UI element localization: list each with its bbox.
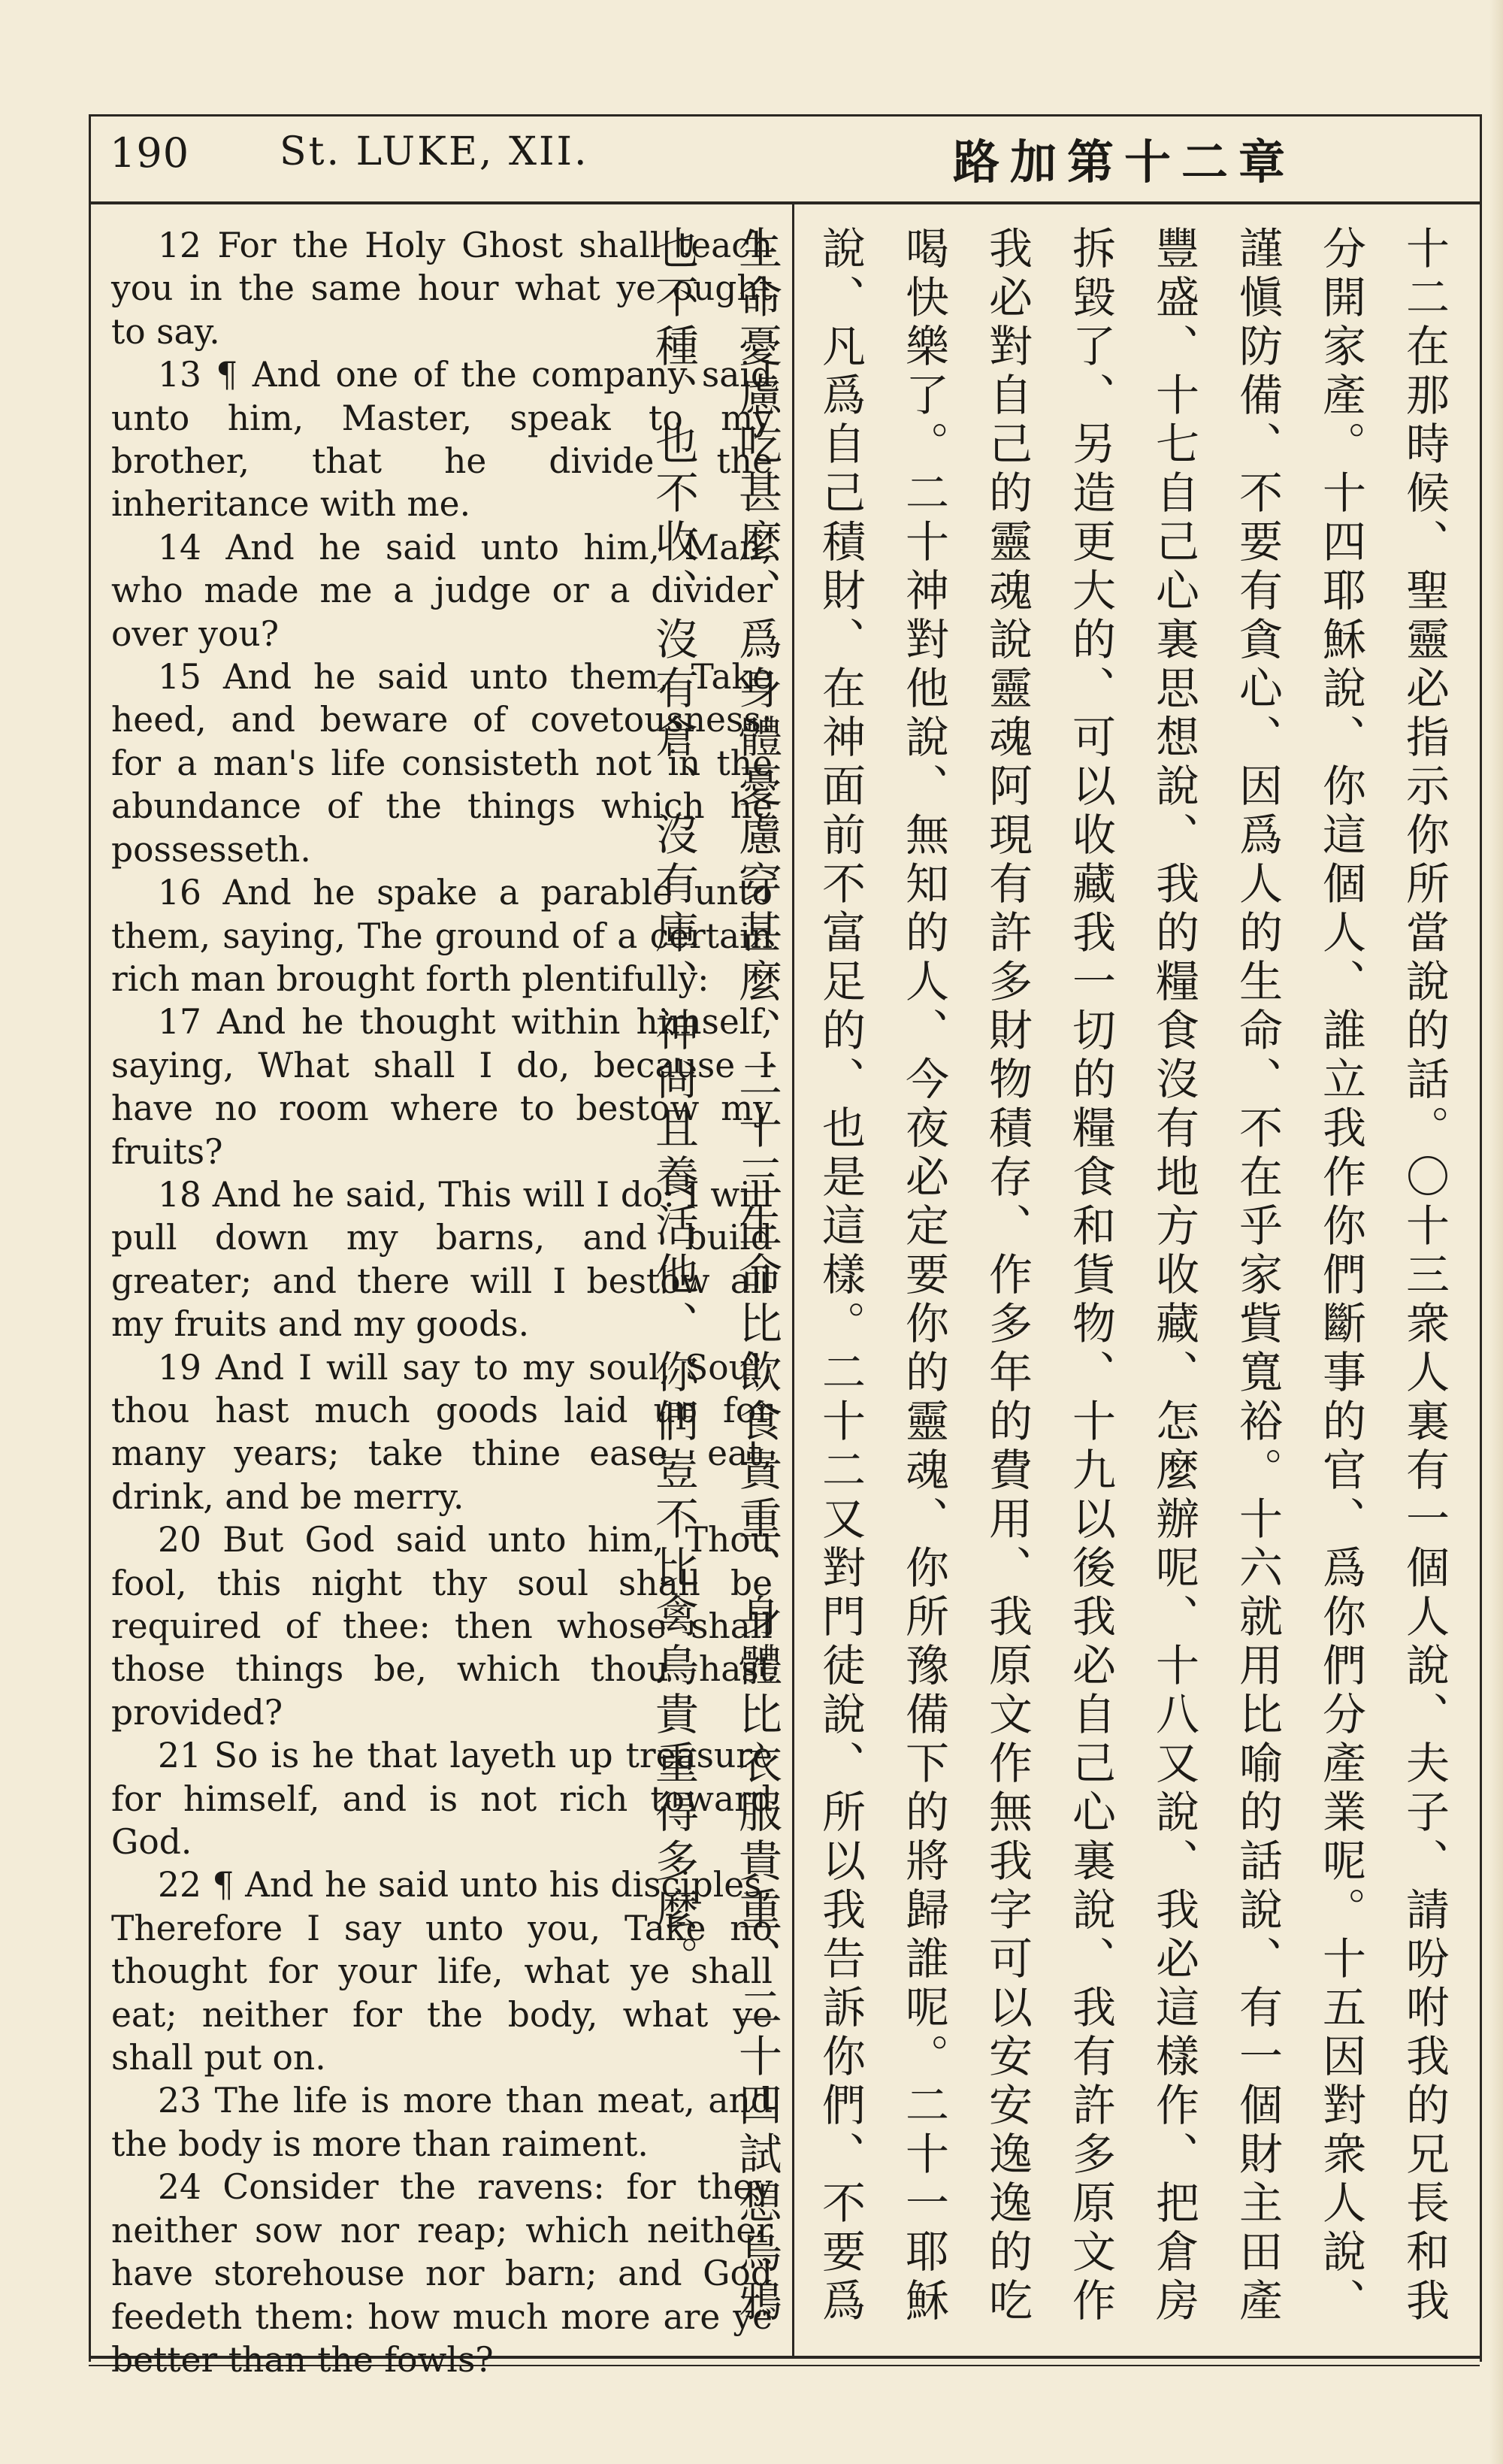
chinese-column [648,226,1465,2338]
chinese-text: 十二在那時候、聖靈必指示你所當說的話。〇十三衆人裏有一個人說、夫子、請吩咐我的兄長和我分開家產。十四耶穌說、你這個人、誰立我作你們斷事的官、爲你們分產業呢。十五因對衆人說、謹愼防備、不要有貪心、因爲人的生命、不在乎家貲寬裕。十六就用比喻的話說、有一個財主田產豐盛、十七自己心裏思想說、我的糧食沒有地方收藏、怎麼辦呢、十八又說、我必這樣作、把倉房拆毀了、另造更大的、可以收藏我一切的糧食和貨物、十九以後我必自己心裏說、我有許多原文作我必對自己的靈魂說靈魂阿現有許多財物積存、作多年的費用、我原文作無我字可以安安逸逸的吃喝快樂了。二十神對他說、無知的人、今夜必定要你的靈魂、你所豫備下的將歸誰呢。二十一耶穌說、凡爲自己積財、在神面前不富足的、也是這樣。二十二又對門徒說、所以我告訴你們、不要爲生命憂慮吃甚麼、爲身體憂慮穿甚麼、二十三生命比飲食貴重、身體比衣服貴重、二十四試想烏鴉也不種、也不收、沒有倉、沒有庫、神尙且養活他、你們豈不比禽鳥貴重得多麼。 [648,226,1450,2326]
verse-19: 19 And I will say to my soul, Soul, thou hast much goods laid up for many years; take thine ease, eat, drink, and be merry. [111,1347,773,1517]
verse-12: 12 For the Holy Ghost shall teach you in the same hour what ye ought to say. [111,226,773,352]
verse-18: 18 And he said, This will I do: I will pull down my barns, and build greater; and there will I bestow all my fruits and my goods. [111,1174,773,1345]
verse-24: 24 Consider the ravens: for they neither sow nor reap; which neither have storehouse nor barn; and God feedeth them: how much more are ye better than the fowls? [111,2167,773,2380]
verse-21: 21 So is he that layeth up treasure for himself, and is not rich toward God. [111,1736,773,1863]
verse-14: 14 And he said unto him, Man, who made me a judge or a divider over you? [111,527,773,654]
header-rule [89,201,1480,204]
chinese-running-head: 路加第十二章 [952,135,1296,189]
running-head: St. LUKE, XII. [280,129,589,174]
verse-15: 15 And he said unto them, Take heed, and beware of covetousness: for a man's life consisteth not in the abundance of the things which he possesseth. [111,657,773,870]
top-rule [89,114,1480,117]
verse-13: 13 ¶ And one of the company said unto him, Master, speak to my brother, that he divide the inheritance with me. [111,355,773,525]
page-number: 190 [110,129,190,177]
scan-edge [1489,0,1503,2464]
verse-23: 23 The life is more than meat, and the body is more than raiment. [111,2081,773,2164]
verse-20: 20 But God said unto him, Thou fool, this night thy soul shall be required of thee: then whose shall those things be, which thou hast provided? [111,1520,773,1733]
verse-22: 22 ¶ And he said unto his disciples, Therefore I say unto you, Take no thought for your life, what ye shall eat; neither for the body, what ye shall put on. [111,1865,773,2078]
verse-16: 16 And he spake a parable unto them, saying, The ground of a certain rich man brought forth plentifully: [111,873,773,999]
verse-17: 17 And he thought within himself, saying, What shall I do, because I have no room where to bestow my fruits? [111,1002,773,1172]
